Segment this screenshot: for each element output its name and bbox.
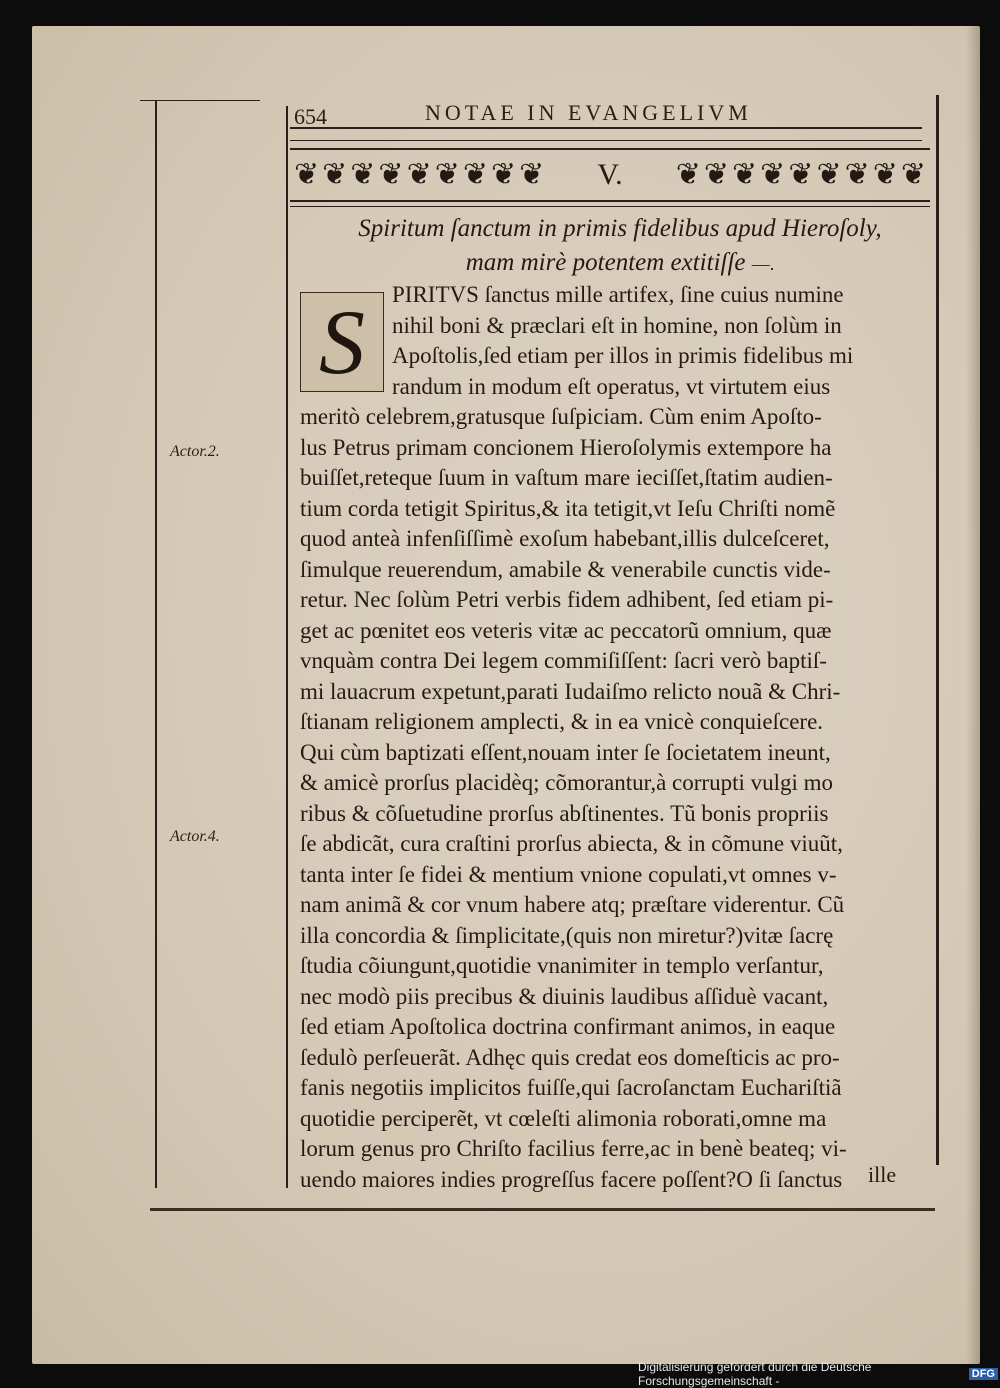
heading-flourish: —. <box>751 254 775 274</box>
fleuron-icon: ❦ <box>434 158 460 191</box>
ornament-rule-top <box>290 148 930 150</box>
page-edge-shadow <box>966 26 980 1364</box>
ornament-rule-bottom <box>290 200 930 202</box>
body-line: ſimulque reuerendum, amabile & venerabile cunctis vide- <box>300 556 831 582</box>
running-head-title: NOTAE IN EVANGELIVM <box>425 100 752 125</box>
body-line: nam animã & cor vnum habere atq; præſtare viderentur. Cũ <box>300 892 845 917</box>
body-line: ſtudia cõiungunt,quotidie vnanimiter in templo verſantur, <box>300 953 824 978</box>
body-line: fanis negotiis implicitos fuiſſe,qui ſacroſanctam Euchariſtiã <box>300 1075 842 1100</box>
fleuron-icon: ❦ <box>675 158 701 191</box>
body-line: Apoſtolis,ſed etiam per illos in primis fidelibus mi <box>392 343 854 368</box>
fleuron-icon: ❦ <box>844 158 870 191</box>
marginal-note: Actor.4. <box>170 828 220 845</box>
fleuron-icon: ❦ <box>732 158 758 191</box>
body-line: & amicè prorſus placidèq; cõmorantur,à corrupti vulgi mo <box>300 770 834 795</box>
header-rule-thin <box>290 140 922 141</box>
fleuron-icon: ❦ <box>788 158 814 191</box>
fleuron-icon: ❦ <box>406 158 432 191</box>
fleuron-icon: ❦ <box>378 158 404 191</box>
page-bottom-rule <box>150 1208 935 1211</box>
fleuron-icon: ❦ <box>490 158 517 191</box>
body-line: retur. Nec ſolùm Petri verbis fidem adhibent, ſed etiam pi- <box>300 587 834 612</box>
margin-rule-top <box>140 100 260 101</box>
body-line: ribus & cõſuetudine prorſus abſtinentes. Tũ bonis propriis <box>300 800 829 826</box>
section-numeral: V. <box>597 158 623 191</box>
body-line: quotidie perciperẽt, vt cœleſti alimonia roborati,omne ma <box>300 1105 827 1131</box>
text-frame-left-rule <box>286 106 288 1188</box>
fleuron-icon: ❦ <box>900 158 926 191</box>
body-line: Qui cùm baptizati eſſent,nouam inter ſe ſocietatem ineunt, <box>300 739 831 765</box>
heading-line-1: Spiritum ſanctum in primis fidelibus apud Hieroſoly, <box>358 215 882 242</box>
body-line: uendo maiores indies progreſſus facere poſſent?O ſi ſanctus <box>300 1166 843 1192</box>
body-text <box>300 280 936 1195</box>
ornament-group-left <box>294 160 544 190</box>
fleuron-icon: ❦ <box>519 158 545 191</box>
fleuron-icon: ❦ <box>350 158 376 191</box>
body-line: lus Petrus primam concionem Hieroſolymis extempore ha <box>300 434 832 460</box>
footer-credit-text: Digitalisierung gefördert durch die Deutsche Forschungsgemeinschaft - <box>638 1360 872 1388</box>
body-line: ſtianam religionem amplecti, & in ea vnicè conquieſcere. <box>300 709 824 734</box>
body-line: vnquàm contra Dei legem commiſiſſent: ſacri verò baptiſ- <box>300 648 827 673</box>
page-number: 654 <box>294 104 327 129</box>
body-line: get ac pœnitet eos veteris vitæ ac peccatorũ omnium, quæ <box>300 617 832 643</box>
fleuron-icon: ❦ <box>322 158 348 191</box>
fleuron-icon: ❦ <box>462 158 488 191</box>
body-line: illa concordia & ſimplicitate,(quis non miretur?)vitæ ſacrę <box>300 922 834 948</box>
body-line: nihil boni & præclari eſt in homine, non ſolùm in <box>392 312 842 338</box>
fleuron-icon: ❦ <box>294 158 320 191</box>
body-line: ſe abdicãt, cura craſtini prorſus abiecta, & in cõmune viuũt, <box>300 831 843 856</box>
drop-initial: S <box>300 292 384 392</box>
margin-rule-left <box>155 100 157 1188</box>
section-heading <box>300 212 940 281</box>
dfg-logo: DFG <box>969 1368 998 1380</box>
header-rule <box>290 127 922 129</box>
fleuron-icon: ❦ <box>816 158 842 191</box>
body-line: meritò celebrem,gratusque ſuſpiciam. Cùm enim Apoſto- <box>300 404 822 429</box>
ornament-rule-bottom-thin <box>290 206 930 207</box>
fleuron-icon: ❦ <box>760 158 786 191</box>
body-line: buiſſet,reteque ſuum in vaſtum mare ieciſſet,ſtatim audien- <box>300 465 833 490</box>
body-line: ſed etiam Apoſtolica doctrina confirmant animos, in eaque <box>300 1014 836 1039</box>
fleuron-icon: ❦ <box>872 158 898 191</box>
heading-line-2-wrap <box>300 246 940 281</box>
ornament-group-right <box>676 160 926 190</box>
body-line: nec modò piis precibus & diuinis laudibus aſſiduè vacant, <box>300 983 829 1009</box>
catchword: ille <box>868 1162 897 1187</box>
body-line: mi lauacrum expetunt,parati Iudaiſmo relicto nouã & Chri- <box>300 678 841 704</box>
body-line: tium corda tetigit Spiritus,& ita tetigit,vt Ieſu Chriſti nomẽ <box>300 495 836 521</box>
heading-line-2: mam mirè potentem extitiſſe <box>465 249 746 276</box>
body-line: ſedulò perſeuerãt. Adhęc quis credat eos domeſticis ac pro- <box>300 1044 840 1070</box>
fleuron-icon: ❦ <box>703 158 730 191</box>
body-line: quod anteà infenſiſſimè exoſum habebant,illis dulceſceret, <box>300 526 830 551</box>
body-line: PIRITVS ſanctus mille artifex, ſine cuius numine <box>392 282 844 307</box>
marginal-note: Actor.2. <box>170 443 220 460</box>
body-line: tanta inter ſe fidei & mentium vnione copulati,vt omnes v- <box>300 861 837 887</box>
body-line: randum in modum eſt operatus, vt virtutem eius <box>392 373 831 399</box>
footer-credit <box>638 1360 998 1388</box>
section-ornament-band <box>294 152 926 198</box>
body-line: lorum genus pro Chriſto facilius ferre,ac in benè beateq; vi- <box>300 1136 847 1161</box>
